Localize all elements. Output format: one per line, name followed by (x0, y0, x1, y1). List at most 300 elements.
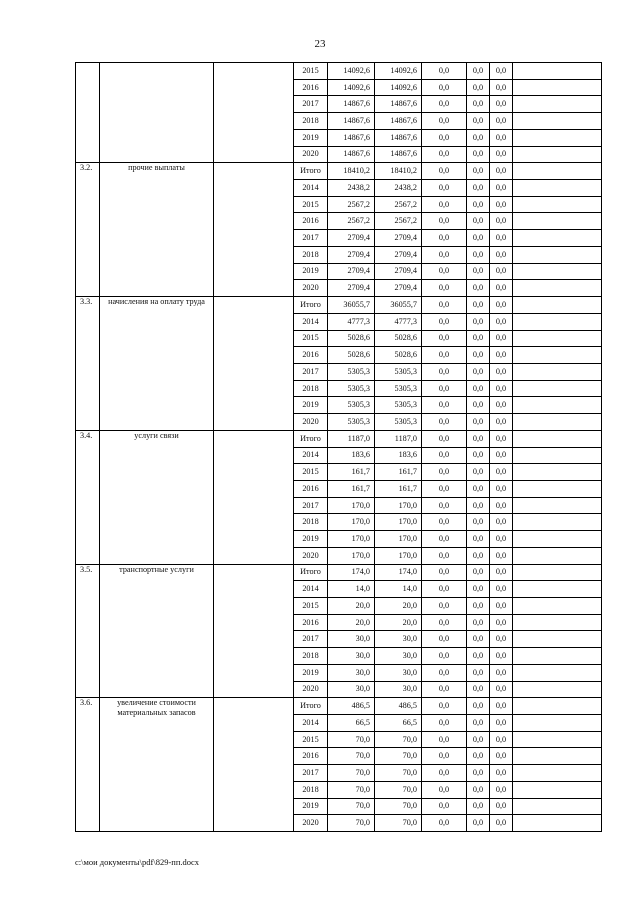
year-cell: 2020 (294, 681, 328, 698)
empty-cell (513, 113, 602, 130)
empty-cell (513, 581, 602, 598)
value-cell-b: 0,0 (467, 263, 490, 280)
budget-cell: 30,0 (375, 648, 422, 665)
budget-cell: 4777,3 (375, 313, 422, 330)
value-cell-b: 0,0 (467, 731, 490, 748)
value-cell-c: 0,0 (490, 414, 513, 431)
value-cell-b: 0,0 (467, 781, 490, 798)
value-cell-b: 0,0 (467, 614, 490, 631)
value-cell-c: 0,0 (490, 447, 513, 464)
table-row (76, 564, 602, 581)
value-cell-a: 0,0 (422, 129, 467, 146)
value-cell-a: 0,0 (422, 765, 467, 782)
total-cell: 486,5 (328, 698, 375, 715)
value-cell-c: 0,0 (490, 297, 513, 314)
value-cell-b: 0,0 (467, 163, 490, 180)
budget-cell: 70,0 (375, 815, 422, 832)
budget-cell: 30,0 (375, 631, 422, 648)
empty-cell (513, 263, 602, 280)
year-cell: 2019 (294, 531, 328, 548)
value-cell-b: 0,0 (467, 480, 490, 497)
value-cell-b: 0,0 (467, 280, 490, 297)
total-cell: 30,0 (328, 664, 375, 681)
budget-cell: 66,5 (375, 715, 422, 732)
empty-cell (513, 765, 602, 782)
value-cell-a: 0,0 (422, 631, 467, 648)
year-cell: Итого (294, 698, 328, 715)
value-cell-b: 0,0 (467, 79, 490, 96)
value-cell-c: 0,0 (490, 397, 513, 414)
budget-cell: 14867,6 (375, 129, 422, 146)
value-cell-a: 0,0 (422, 79, 467, 96)
value-cell-a: 0,0 (422, 748, 467, 765)
year-cell: 2016 (294, 79, 328, 96)
value-cell-c: 0,0 (490, 63, 513, 80)
value-cell-b: 0,0 (467, 547, 490, 564)
value-cell-c: 0,0 (490, 163, 513, 180)
value-cell-c: 0,0 (490, 263, 513, 280)
total-cell: 170,0 (328, 514, 375, 531)
value-cell-a: 0,0 (422, 113, 467, 130)
year-cell: 2018 (294, 514, 328, 531)
value-cell-b: 0,0 (467, 230, 490, 247)
value-cell-c: 0,0 (490, 313, 513, 330)
empty-cell (513, 397, 602, 414)
empty-cell (214, 698, 294, 832)
empty-cell (214, 63, 294, 163)
value-cell-c: 0,0 (490, 731, 513, 748)
item-code-cell: 3.2. (76, 163, 100, 297)
year-cell: 2018 (294, 246, 328, 263)
year-cell: 2014 (294, 581, 328, 598)
year-cell: 2016 (294, 347, 328, 364)
value-cell-a: 0,0 (422, 397, 467, 414)
budget-cell: 2438,2 (375, 180, 422, 197)
budget-cell: 161,7 (375, 480, 422, 497)
value-cell-c: 0,0 (490, 698, 513, 715)
value-cell-a: 0,0 (422, 798, 467, 815)
value-cell-c: 0,0 (490, 363, 513, 380)
budget-table (75, 62, 602, 832)
empty-cell (513, 815, 602, 832)
value-cell-c: 0,0 (490, 631, 513, 648)
total-cell: 14867,6 (328, 113, 375, 130)
value-cell-b: 0,0 (467, 447, 490, 464)
budget-cell: 14867,6 (375, 96, 422, 113)
budget-cell: 70,0 (375, 781, 422, 798)
value-cell-a: 0,0 (422, 146, 467, 163)
value-cell-b: 0,0 (467, 297, 490, 314)
total-cell: 14092,6 (328, 63, 375, 80)
item-name-cell: увеличение стоимости материальных запасов (100, 698, 214, 832)
budget-cell: 2709,4 (375, 230, 422, 247)
empty-cell (513, 514, 602, 531)
total-cell: 14867,6 (328, 146, 375, 163)
value-cell-a: 0,0 (422, 263, 467, 280)
budget-cell: 36055,7 (375, 297, 422, 314)
empty-cell (513, 297, 602, 314)
year-cell: 2017 (294, 363, 328, 380)
empty-cell (214, 564, 294, 698)
value-cell-b: 0,0 (467, 698, 490, 715)
value-cell-a: 0,0 (422, 581, 467, 598)
item-code-cell: 3.6. (76, 698, 100, 832)
value-cell-b: 0,0 (467, 631, 490, 648)
value-cell-a: 0,0 (422, 564, 467, 581)
year-cell: 2019 (294, 129, 328, 146)
value-cell-a: 0,0 (422, 414, 467, 431)
value-cell-c: 0,0 (490, 598, 513, 615)
empty-cell (513, 196, 602, 213)
year-cell: 2015 (294, 731, 328, 748)
budget-cell: 14092,6 (375, 79, 422, 96)
value-cell-b: 0,0 (467, 748, 490, 765)
value-cell-a: 0,0 (422, 63, 467, 80)
page-number: 23 (314, 38, 326, 50)
value-cell-c: 0,0 (490, 531, 513, 548)
total-cell: 30,0 (328, 648, 375, 665)
budget-cell: 5028,6 (375, 330, 422, 347)
empty-cell (513, 564, 602, 581)
value-cell-c: 0,0 (490, 798, 513, 815)
budget-cell: 2709,4 (375, 280, 422, 297)
empty-cell (513, 380, 602, 397)
year-cell: 2019 (294, 798, 328, 815)
item-name-cell: начисления на оплату труда (100, 297, 214, 431)
year-cell: 2020 (294, 146, 328, 163)
value-cell-c: 0,0 (490, 480, 513, 497)
value-cell-c: 0,0 (490, 648, 513, 665)
budget-cell: 70,0 (375, 765, 422, 782)
total-cell: 161,7 (328, 480, 375, 497)
total-cell: 161,7 (328, 464, 375, 481)
budget-cell: 161,7 (375, 464, 422, 481)
total-cell: 170,0 (328, 531, 375, 548)
table-row (76, 698, 602, 715)
empty-cell (513, 246, 602, 263)
value-cell-b: 0,0 (467, 564, 490, 581)
item-code-cell: 3.5. (76, 564, 100, 698)
total-cell: 2709,4 (328, 263, 375, 280)
value-cell-c: 0,0 (490, 79, 513, 96)
value-cell-c: 0,0 (490, 180, 513, 197)
total-cell: 183,6 (328, 447, 375, 464)
value-cell-b: 0,0 (467, 96, 490, 113)
year-cell: 2017 (294, 96, 328, 113)
empty-cell (513, 180, 602, 197)
value-cell-b: 0,0 (467, 497, 490, 514)
value-cell-c: 0,0 (490, 464, 513, 481)
value-cell-a: 0,0 (422, 380, 467, 397)
empty-cell (513, 664, 602, 681)
value-cell-c: 0,0 (490, 196, 513, 213)
empty-cell (214, 163, 294, 297)
year-cell: 2019 (294, 397, 328, 414)
empty-cell (513, 614, 602, 631)
year-cell: 2016 (294, 480, 328, 497)
budget-cell: 5305,3 (375, 363, 422, 380)
value-cell-a: 0,0 (422, 598, 467, 615)
value-cell-a: 0,0 (422, 213, 467, 230)
year-cell: Итого (294, 297, 328, 314)
budget-cell: 183,6 (375, 447, 422, 464)
item-name-cell (100, 63, 214, 163)
year-cell: 2018 (294, 781, 328, 798)
year-cell: 2017 (294, 631, 328, 648)
total-cell: 170,0 (328, 497, 375, 514)
empty-cell (513, 230, 602, 247)
year-cell: Итого (294, 564, 328, 581)
total-cell: 2438,2 (328, 180, 375, 197)
value-cell-c: 0,0 (490, 230, 513, 247)
budget-cell: 174,0 (375, 564, 422, 581)
empty-cell (513, 715, 602, 732)
year-cell: 2016 (294, 614, 328, 631)
value-cell-b: 0,0 (467, 313, 490, 330)
total-cell: 5305,3 (328, 397, 375, 414)
total-cell: 14,0 (328, 581, 375, 598)
total-cell: 66,5 (328, 715, 375, 732)
empty-cell (513, 648, 602, 665)
empty-cell (513, 146, 602, 163)
budget-cell: 5028,6 (375, 347, 422, 364)
empty-cell (513, 414, 602, 431)
year-cell: 2014 (294, 447, 328, 464)
value-cell-c: 0,0 (490, 213, 513, 230)
value-cell-a: 0,0 (422, 347, 467, 364)
value-cell-b: 0,0 (467, 464, 490, 481)
value-cell-a: 0,0 (422, 363, 467, 380)
total-cell: 2567,2 (328, 213, 375, 230)
empty-cell (513, 430, 602, 447)
total-cell: 2709,4 (328, 246, 375, 263)
item-name-cell: услуги связи (100, 430, 214, 564)
empty-cell (513, 631, 602, 648)
year-cell: Итого (294, 163, 328, 180)
value-cell-b: 0,0 (467, 129, 490, 146)
total-cell: 18410,2 (328, 163, 375, 180)
empty-cell (513, 598, 602, 615)
empty-cell (513, 798, 602, 815)
year-cell: 2017 (294, 497, 328, 514)
value-cell-b: 0,0 (467, 648, 490, 665)
empty-cell (513, 731, 602, 748)
value-cell-c: 0,0 (490, 380, 513, 397)
value-cell-b: 0,0 (467, 514, 490, 531)
value-cell-b: 0,0 (467, 246, 490, 263)
empty-cell (513, 547, 602, 564)
budget-cell: 20,0 (375, 614, 422, 631)
year-cell: 2014 (294, 715, 328, 732)
value-cell-a: 0,0 (422, 664, 467, 681)
value-cell-a: 0,0 (422, 196, 467, 213)
budget-cell: 170,0 (375, 531, 422, 548)
budget-cell: 18410,2 (375, 163, 422, 180)
budget-cell: 14,0 (375, 581, 422, 598)
value-cell-a: 0,0 (422, 297, 467, 314)
value-cell-c: 0,0 (490, 129, 513, 146)
year-cell: 2014 (294, 313, 328, 330)
empty-cell (513, 79, 602, 96)
value-cell-c: 0,0 (490, 547, 513, 564)
total-cell: 30,0 (328, 631, 375, 648)
value-cell-b: 0,0 (467, 397, 490, 414)
value-cell-c: 0,0 (490, 614, 513, 631)
value-cell-b: 0,0 (467, 363, 490, 380)
total-cell: 14092,6 (328, 79, 375, 96)
total-cell: 2567,2 (328, 196, 375, 213)
table-row (76, 63, 602, 80)
value-cell-a: 0,0 (422, 464, 467, 481)
value-cell-a: 0,0 (422, 698, 467, 715)
budget-cell: 2567,2 (375, 213, 422, 230)
total-cell: 4777,3 (328, 313, 375, 330)
year-cell: 2020 (294, 280, 328, 297)
empty-cell (513, 447, 602, 464)
year-cell: 2017 (294, 230, 328, 247)
year-cell: 2016 (294, 748, 328, 765)
total-cell: 70,0 (328, 748, 375, 765)
value-cell-c: 0,0 (490, 715, 513, 732)
empty-cell (513, 480, 602, 497)
budget-cell: 2567,2 (375, 196, 422, 213)
value-cell-b: 0,0 (467, 430, 490, 447)
year-cell: 2015 (294, 598, 328, 615)
value-cell-c: 0,0 (490, 664, 513, 681)
value-cell-a: 0,0 (422, 815, 467, 832)
empty-cell (513, 213, 602, 230)
empty-cell (513, 313, 602, 330)
total-cell: 170,0 (328, 547, 375, 564)
value-cell-c: 0,0 (490, 514, 513, 531)
budget-cell: 5305,3 (375, 380, 422, 397)
year-cell: 2015 (294, 196, 328, 213)
value-cell-c: 0,0 (490, 347, 513, 364)
value-cell-c: 0,0 (490, 748, 513, 765)
value-cell-b: 0,0 (467, 765, 490, 782)
item-name-cell: прочие выплаты (100, 163, 214, 297)
value-cell-b: 0,0 (467, 347, 490, 364)
value-cell-c: 0,0 (490, 113, 513, 130)
year-cell: 2015 (294, 330, 328, 347)
empty-cell (214, 297, 294, 431)
value-cell-b: 0,0 (467, 531, 490, 548)
value-cell-c: 0,0 (490, 330, 513, 347)
value-cell-b: 0,0 (467, 63, 490, 80)
value-cell-a: 0,0 (422, 313, 467, 330)
year-cell: 2015 (294, 63, 328, 80)
table-row (76, 297, 602, 314)
empty-cell (513, 531, 602, 548)
year-cell: 2020 (294, 815, 328, 832)
value-cell-b: 0,0 (467, 196, 490, 213)
year-cell: 2020 (294, 414, 328, 431)
budget-cell: 70,0 (375, 748, 422, 765)
total-cell: 5305,3 (328, 363, 375, 380)
total-cell: 36055,7 (328, 297, 375, 314)
value-cell-a: 0,0 (422, 480, 467, 497)
value-cell-a: 0,0 (422, 715, 467, 732)
value-cell-a: 0,0 (422, 781, 467, 798)
value-cell-c: 0,0 (490, 497, 513, 514)
total-cell: 2709,4 (328, 280, 375, 297)
empty-cell (513, 347, 602, 364)
value-cell-a: 0,0 (422, 447, 467, 464)
budget-cell: 1187,0 (375, 430, 422, 447)
empty-cell (513, 497, 602, 514)
total-cell: 5028,6 (328, 330, 375, 347)
value-cell-b: 0,0 (467, 598, 490, 615)
budget-cell: 170,0 (375, 547, 422, 564)
year-cell: 2020 (294, 547, 328, 564)
total-cell: 5305,3 (328, 380, 375, 397)
budget-cell: 5305,3 (375, 414, 422, 431)
value-cell-a: 0,0 (422, 648, 467, 665)
empty-cell (513, 63, 602, 80)
empty-cell (214, 430, 294, 564)
value-cell-a: 0,0 (422, 96, 467, 113)
value-cell-a: 0,0 (422, 531, 467, 548)
value-cell-c: 0,0 (490, 765, 513, 782)
value-cell-c: 0,0 (490, 681, 513, 698)
item-code-cell (76, 63, 100, 163)
budget-cell: 14092,6 (375, 63, 422, 80)
year-cell: 2018 (294, 380, 328, 397)
empty-cell (513, 280, 602, 297)
value-cell-c: 0,0 (490, 280, 513, 297)
year-cell: Итого (294, 430, 328, 447)
year-cell: 2018 (294, 648, 328, 665)
total-cell: 2709,4 (328, 230, 375, 247)
budget-cell: 5305,3 (375, 397, 422, 414)
value-cell-c: 0,0 (490, 146, 513, 163)
empty-cell (513, 748, 602, 765)
budget-cell: 30,0 (375, 681, 422, 698)
budget-cell: 14867,6 (375, 146, 422, 163)
budget-cell: 70,0 (375, 731, 422, 748)
budget-cell: 2709,4 (375, 263, 422, 280)
total-cell: 70,0 (328, 765, 375, 782)
value-cell-a: 0,0 (422, 180, 467, 197)
empty-cell (513, 681, 602, 698)
total-cell: 14867,6 (328, 129, 375, 146)
empty-cell (513, 96, 602, 113)
value-cell-a: 0,0 (422, 497, 467, 514)
value-cell-c: 0,0 (490, 430, 513, 447)
year-cell: 2015 (294, 464, 328, 481)
total-cell: 70,0 (328, 798, 375, 815)
value-cell-a: 0,0 (422, 614, 467, 631)
item-code-cell: 3.4. (76, 430, 100, 564)
empty-cell (513, 363, 602, 380)
value-cell-a: 0,0 (422, 163, 467, 180)
empty-cell (513, 129, 602, 146)
empty-cell (513, 698, 602, 715)
total-cell: 70,0 (328, 781, 375, 798)
year-cell: 2018 (294, 113, 328, 130)
value-cell-a: 0,0 (422, 430, 467, 447)
total-cell: 70,0 (328, 731, 375, 748)
value-cell-c: 0,0 (490, 564, 513, 581)
budget-cell: 486,5 (375, 698, 422, 715)
value-cell-b: 0,0 (467, 581, 490, 598)
value-cell-b: 0,0 (467, 330, 490, 347)
value-cell-a: 0,0 (422, 731, 467, 748)
value-cell-b: 0,0 (467, 414, 490, 431)
total-cell: 20,0 (328, 614, 375, 631)
value-cell-a: 0,0 (422, 681, 467, 698)
value-cell-a: 0,0 (422, 547, 467, 564)
